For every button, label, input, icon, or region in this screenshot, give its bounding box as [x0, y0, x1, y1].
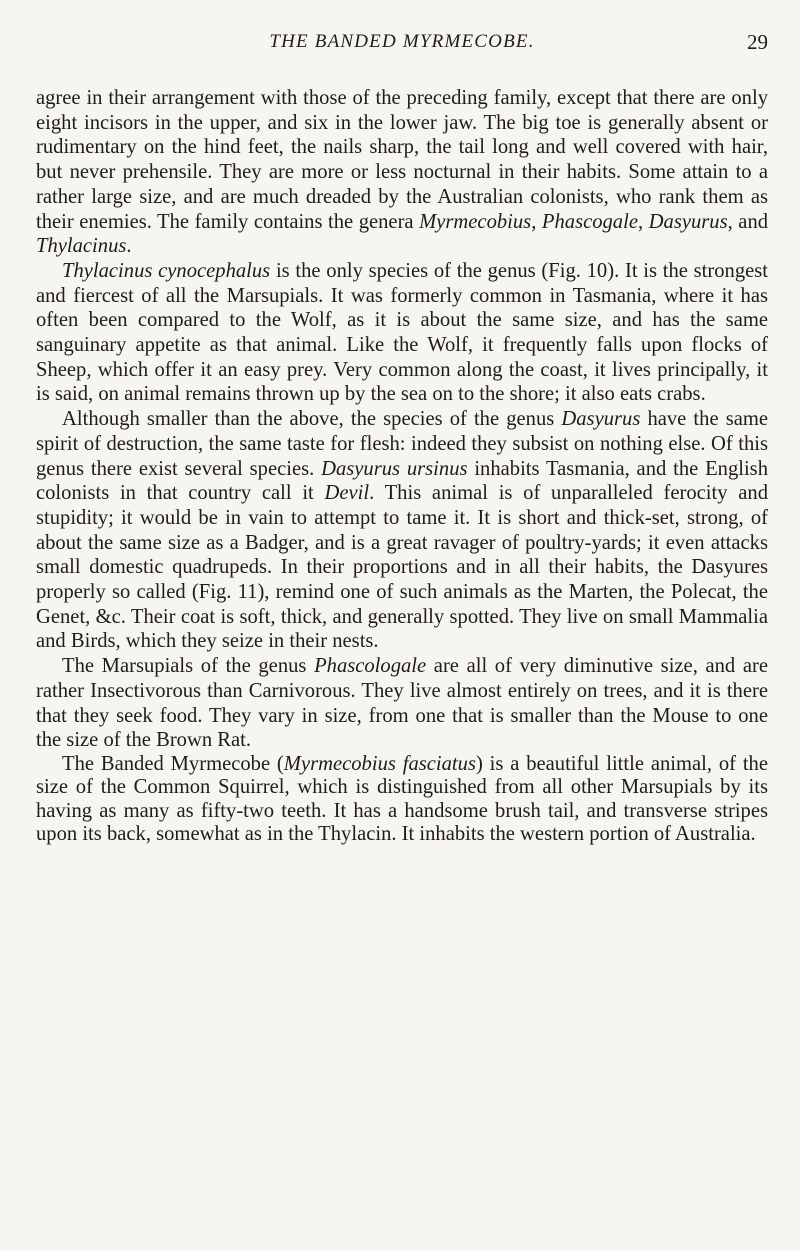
page-header [36, 28, 768, 58]
body-text [36, 86, 768, 847]
paragraph-5: The Banded Myrmecobe (Myrmecobius fasciatus) is a beautiful little animal, of the size of the Common Squirrel, which is distinguished from all other Marsupials by its having as many as fifty-two teeth. It has a handsome brush tail, and transverse stripes upon its back, somewhat as in the Thylacin. It inhabits the western portion of Australia. [36, 752, 768, 846]
paragraph-2: Thylacinus cynocephalus is the only species of the genus (Fig. 10). It is the strongest and fiercest of all the Marsupials. It was formerly common in Tasmania, where it has often been compared to the Wolf, as it is about the same size, and has the same sanguinary appetite as that animal. Like the Wolf, it frequently falls upon flocks of Sheep, which offer it an easy prey. Very common along the coast, it lives principally, it is said, on animal remains thrown up by the sea on to the shore; it also eats crabs. [36, 259, 768, 406]
running-title: THE BANDED MYRMECOBE. [269, 31, 535, 52]
paragraph-3: Although smaller than the above, the species of the genus Dasyurus have the same spirit of destruction, the same taste for flesh: indeed they subsist on nothing else. Of this genus there exist several species. Dasyurus ursinus inhabits Tasmania, and the English colonists in that country call it Devil. This animal is of unparalleled ferocity and stupidity; it would be in vain to attempt to tame it. It is short and thick-set, strong, of about the same size as a Badger, and is a great ravager of poultry-yards; it even attacks small domestic quadrupeds. In their proportions and in all their habits, the Dasyures properly so called (Fig. 11), remind one of such animals as the Marten, the Polecat, the Genet, &c. Their coat is soft, thick, and generally spotted. They live on small Mammalia and Birds, which they seize in their nests. [36, 408, 769, 653]
paragraph-1: agree in their arrangement with those of the preceding family, except that there are only eight incisors in the upper, and six in the lower jaw. The big toe is generally absent or rudimentary on the hind feet, the nails sharp, the tail long and well covered with hair, but never prehensile. They are more or less nocturnal in their habits. Some attain to a rather large size, and are much dreaded by the Australian colonists, who rank them as their enemies. The family contains the genera Myrmecobius, Phascogale, Dasyurus, and Thylacinus. [36, 87, 769, 258]
page-number: 29 [747, 30, 768, 54]
paragraph-4: The Marsupials of the genus Phascologale are all of very diminutive size, and are rather Insectivorous than Carnivorous. They live almost entirely on trees, and it is there that they seek food. They vary in size, from one that is smaller than the Mouse to one the size of the Brown Rat. [36, 655, 768, 752]
